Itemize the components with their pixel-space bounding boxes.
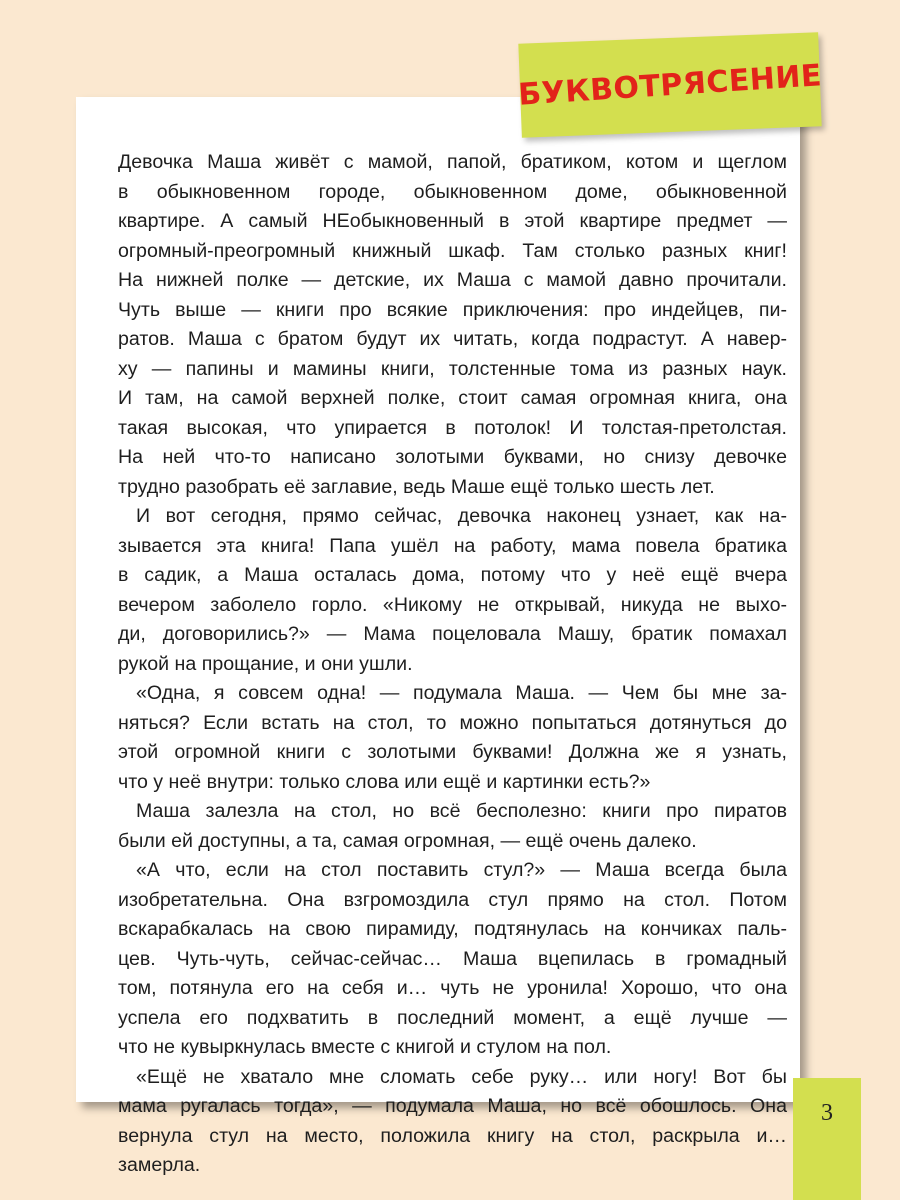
text-line: На нижней полке — детские, их Маша с мамой давно прочитали.	[118, 269, 787, 291]
text-line: замерла.	[118, 1154, 201, 1176]
text-line: в обыкновенном городе, обыкновенном доме, обыкновенной	[118, 180, 787, 203]
text-line: няться? Если встать на стол, то можно попытаться дотянуться до	[118, 711, 787, 734]
text-line: ху — папины и мамины книги, толстенные тома из разных наук.	[118, 357, 787, 380]
text-line: мама ругалась тогда», — подумала Маша, но всё обошлось. Она	[118, 1095, 787, 1117]
text-line: рукой на прощание, и они ушли.	[118, 652, 413, 675]
page-number: 3	[821, 1100, 833, 1126]
text-line: «Ещё не хватало мне сломать себе руку… или ногу! Вот бы	[136, 1065, 787, 1088]
text-line: «А что, если на стол поставить стул?» — Маша всегда была	[136, 859, 787, 881]
text-line: трудно разобрать её заглавие, ведь Маше ещё только шесть лет.	[118, 475, 715, 498]
text-line: И там, на самой верхней полке, стоит самая огромная книга, она	[118, 387, 787, 409]
text-line: огромный-преогромный книжный шкаф. Там столько разных книг!	[118, 239, 787, 262]
text-line: вечером заболело горло. «Никому не открывай, никуда не выхо-	[118, 593, 787, 616]
text-line: зывается эта книга! Папа ушёл на работу, мама повела братика	[118, 534, 787, 557]
text-line: квартире. А самый НЕобыкновенный в этой квартире предмет —	[118, 210, 787, 232]
text-line: такая высокая, что упирается в потолок! И толстая-претолстая.	[118, 416, 787, 439]
text-line: Чуть выше — книги про всякие приключения: про индейцев, пи-	[118, 298, 787, 321]
text-line: успела его подхватить в последний момент, а ещё лучше —	[118, 1006, 787, 1029]
text-line: этой огромной книги с золотыми буквами! Должна же я узнать,	[118, 741, 787, 763]
text-line: что не кувыркнулась вместе с книгой и стулом на пол.	[118, 1036, 612, 1058]
text-line: том, потянула его на себя и… чуть не уронила! Хорошо, что она	[118, 977, 787, 999]
text-line: На ней что-то написано золотыми буквами, но снизу девочке	[118, 446, 787, 468]
text-line: цев. Чуть-чуть, сейчас-сейчас… Маша вцепилась в громадный	[118, 947, 787, 970]
text-line: в садик, а Маша осталась дома, потому что у неё ещё вчера	[118, 564, 787, 586]
text-line: что у неё внутри: только слова или ещё и картинки есть?»	[118, 770, 651, 793]
text-line: «Одна, я совсем одна! — подумала Маша. — Чем бы мне за-	[136, 682, 787, 704]
text-line: вскарабкалась на свою пирамиду, подтянулась на кончиках паль-	[118, 918, 787, 940]
text-line: были ей доступны, а та, самая огромная, — ещё очень далеко.	[118, 829, 697, 852]
text-line: ди, договорились?» — Мама поцеловала Машу, братик помахал	[118, 623, 787, 645]
text-line: изобретательна. Она взгромоздила стул прямо на стол. Потом	[118, 888, 787, 911]
text-line: Маша залезла на стол, но всё бесполезно: книги про пиратов	[136, 800, 787, 822]
text-line: вернула стул на место, положила книгу на стол, раскрыла и…	[118, 1124, 787, 1147]
text-line: ратов. Маша с братом будут их читать, когда подрастут. А навер-	[118, 328, 787, 350]
chapter-title-banner	[518, 32, 821, 137]
text-line: И вот сегодня, прямо сейчас, девочка наконец узнает, как на-	[136, 505, 787, 527]
story-text	[118, 148, 787, 1181]
page-number-tab	[793, 1078, 861, 1200]
chapter-title: БУКВОТРЯСЕНИЕ	[517, 57, 823, 113]
text-line: Девочка Маша живёт с мамой, папой, братиком, котом и щеглом	[118, 151, 787, 173]
